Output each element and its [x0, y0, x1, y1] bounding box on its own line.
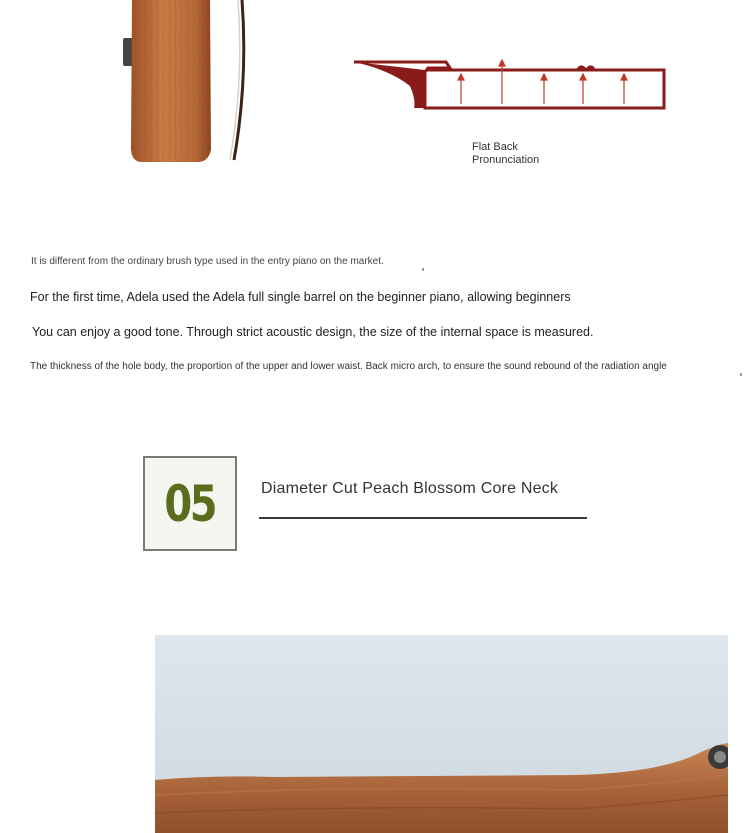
diagram-neck-shape [354, 62, 425, 108]
stray-mark [422, 268, 424, 271]
diagram-bridge [576, 65, 596, 70]
description-line-4: The thickness of the hole body, the proportion of the upper and lower waist. Back micro arch, to ensure the sound rebound of the radiation angle [30, 361, 667, 372]
section-divider [259, 517, 587, 519]
neck-photo [155, 635, 728, 833]
description-line-2: For the first time, Adela used the Adela full single barrel on the beginner piano, allowing beginners [30, 290, 571, 304]
section-title: Diameter Cut Peach Blossom Core Neck [261, 480, 559, 497]
diagram-label-line1: Flat Back [472, 141, 518, 153]
section-number-badge [143, 456, 237, 551]
description-line-3: You can enjoy a good tone. Through strict acoustic design, the size of the internal space is measured. [32, 325, 594, 339]
flat-back-diagram [350, 56, 670, 114]
diagram-label [472, 141, 539, 167]
stray-mark [740, 373, 742, 376]
section-number: 05 [164, 474, 216, 533]
description-line-1: It is different from the ordinary brush type used in the entry piano on the market. [31, 256, 384, 267]
diagram-label-line2: Pronunciation [472, 154, 540, 166]
ukulele-side-photo [118, 0, 258, 168]
ukulele-body-image [118, 0, 258, 168]
